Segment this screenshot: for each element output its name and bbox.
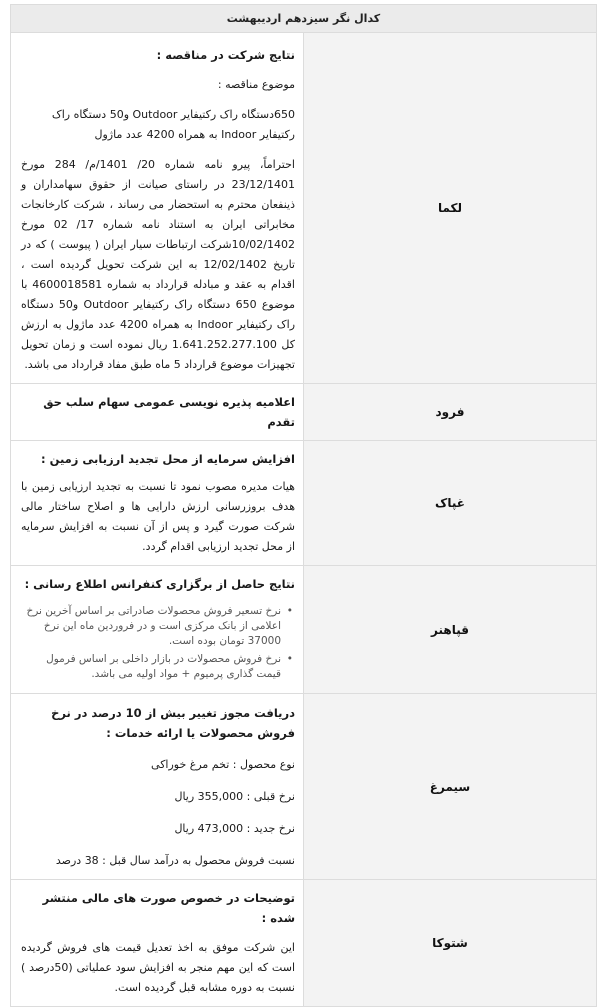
- new-rate: نرخ جدید : 473,000 ریال: [174, 821, 295, 835]
- table-row-ghpahonar: [11, 566, 597, 694]
- content-cell: [11, 694, 304, 880]
- symbol-cell: شتوکا: [304, 880, 597, 1007]
- product-type: نوع محصول : تخم مرغ خوراکی: [151, 757, 295, 771]
- table-row-lakma: [11, 33, 597, 384]
- table-row-shetooka: [11, 880, 597, 1007]
- list-item: • نرخ تسعیر فروش محصولات صادراتی بر اساس آخرین نرخ اعلامی از بانک مرکزی است و در فروردین ماه این نرخ 37000 تومان بوده است.: [21, 604, 281, 649]
- content-cell: [11, 880, 304, 1007]
- row-title: توضیحات در خصوص صورت های مالی منتشر شده :: [42, 891, 295, 925]
- row-title: دریافت مجوز تغییر بیش از 10 درصد در نرخ فروش محصولات یا ارائه خدمات :: [51, 705, 295, 740]
- subject-text: 650دستگاه راک رکتیفایر Outdoor و50 دستگاه راک رکتیفایر Indoor به همراه 4200 عدد ماژول: [51, 108, 295, 141]
- symbol-cell: قپاهنر: [304, 566, 597, 694]
- list-item: • نرخ فروش محصولات در بازار داخلی بر اساس فرمول قیمت گذاری پرمیوم + مواد اولیه می باشد.: [21, 652, 281, 682]
- content-cell: [11, 566, 304, 694]
- content-cell: [11, 441, 304, 566]
- sales-share: نسبت فروش محصول به درآمد سال قبل : 38 درصد: [55, 853, 295, 867]
- table-row-simorgh: [11, 694, 597, 880]
- table-row-forood: [11, 384, 597, 441]
- codal-table: [10, 4, 597, 1007]
- content-cell: [11, 384, 304, 441]
- row-title: نتایج حاصل از برگزاری کنفرانس اطلاع رسانی :: [24, 577, 295, 591]
- symbol-cell: لکما: [304, 33, 597, 384]
- bullet-list: [21, 604, 295, 682]
- old-rate: نرخ قبلی : 355,000 ریال: [174, 789, 295, 803]
- subject-label: موضوع مناقصه :: [217, 78, 295, 91]
- row-title: اعلامیه پذیره نویسی عمومی سهام سلب حق تقدم: [43, 395, 295, 429]
- row-body: این شرکت موفق به اخذ تعدیل قیمت های فروش گردیده است که این مهم منجر به افزایش سود عملیاتی (50درصد ) نسبت به دوره مشابه قبل گردیده است.: [21, 941, 295, 994]
- symbol-cell: فرود: [304, 384, 597, 441]
- row-body: هیات مدیره مصوب نمود تا نسبت به تجدید ارزیابی زمین با هدف بروزرسانی ارزش دارایی ها و اصلاح ساختار مالی شرکت صورت گیرد و پس از آن نسبت به افزایش سرمایه از محل تجدید ارزیابی اقدام گردد.: [21, 480, 295, 553]
- table-header-row: [11, 5, 597, 33]
- symbol-cell: سیمرغ: [304, 694, 597, 880]
- table-title: کدال نگر سیزدهم اردیبهشت: [11, 5, 597, 33]
- content-cell: [11, 33, 304, 384]
- table-row-ghpak: [11, 441, 597, 566]
- row-title: افزایش سرمایه از محل تجدید ارزیابی زمین :: [41, 452, 295, 466]
- row-body: احتراماً، پیرو نامه شماره 20/ 1401/م/ 284 مورخ 23/12/1401 در راستای صیانت از حقوق سهامداران و ذینفعان محترم به استحضار می رساند ، شرکت کارخانجات مخابراتی ایران به استناد نامه شماره 17/ 02 مورخ 10/02/1402شرکت ارتباطات سیار ایران ( پیوست ) که در تاریخ 12/02/1402 به این شرکت تحویل گردیده است ، اقدام به عقد و مبادله قرارداد به شماره 4600018581 با موضوع 650 دستگاه راک رکتیفایر Outdoor و50 دستگاه راک رکتیفایر Indoor به همراه 4200 عدد ماژول به ارزش کل 1.641.252.277.100 ریال نموده است و زمان تحویل تجهیزات موضوع قرارداد 5 ماه طبق مفاد قرارداد می باشد.: [21, 158, 296, 371]
- row-title: نتایج شرکت در مناقصه :: [156, 48, 295, 62]
- symbol-cell: غپاک: [304, 441, 597, 566]
